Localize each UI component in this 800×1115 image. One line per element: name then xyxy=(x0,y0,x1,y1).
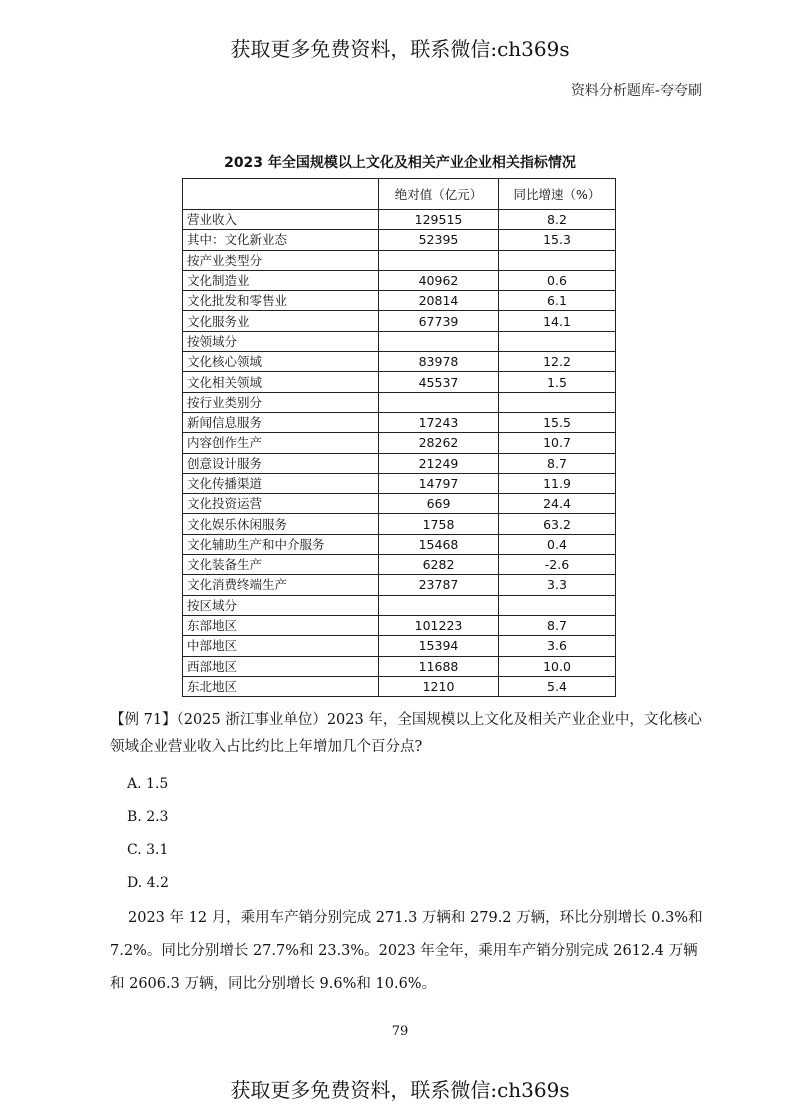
question-text: 【例 71】（2025 浙江事业单位）2023 年，全国规模以上文化及相关产业企业中，文化核心领域企业营业收入占比约比上年增加几个百分点? xyxy=(110,712,702,755)
row-label: 新闻信息服务 xyxy=(183,412,379,432)
table-row xyxy=(183,656,616,676)
row-label: 东部地区 xyxy=(183,615,379,635)
row-label: 文化核心领域 xyxy=(183,352,379,372)
row-growth: 6.1 xyxy=(499,291,616,311)
row-value xyxy=(379,250,499,270)
row-value: 21249 xyxy=(379,453,499,473)
row-growth xyxy=(499,392,616,412)
row-label: 其中：文化新业态 xyxy=(183,230,379,250)
table-row xyxy=(183,270,616,290)
table-title: 2023 年全国规模以上文化及相关产业企业相关指标情况 xyxy=(224,155,576,171)
table-row xyxy=(183,392,616,412)
table-row xyxy=(183,372,616,392)
row-label: 东北地区 xyxy=(183,676,379,696)
row-growth: 11.9 xyxy=(499,473,616,493)
row-growth: 10.7 xyxy=(499,433,616,453)
row-growth: 1.5 xyxy=(499,372,616,392)
row-label: 文化娱乐休闲服务 xyxy=(183,514,379,534)
row-growth: 0.6 xyxy=(499,270,616,290)
table-row xyxy=(183,534,616,554)
row-value: 83978 xyxy=(379,352,499,372)
row-value: 129515 xyxy=(379,210,499,230)
row-label: 文化辅助生产和中介服务 xyxy=(183,534,379,554)
row-value: 52395 xyxy=(379,230,499,250)
row-growth xyxy=(499,250,616,270)
row-growth: 3.3 xyxy=(499,575,616,595)
row-growth: -2.6 xyxy=(499,555,616,575)
row-value: 17243 xyxy=(379,412,499,432)
row-label: 按区域分 xyxy=(183,595,379,615)
page-number: 79 xyxy=(391,1024,409,1039)
row-label: 文化制造业 xyxy=(183,270,379,290)
row-value: 11688 xyxy=(379,656,499,676)
row-value: 40962 xyxy=(379,270,499,290)
row-label: 中部地区 xyxy=(183,636,379,656)
row-value xyxy=(379,595,499,615)
table-row xyxy=(183,494,616,514)
row-label: 文化传播渠道 xyxy=(183,473,379,493)
row-value: 101223 xyxy=(379,615,499,635)
table-row xyxy=(183,433,616,453)
page-header: 资料分析题库-夸夸刷 xyxy=(570,83,702,99)
material-paragraph: 2023 年 12 月，乘用车产销分别完成 271.3 万辆和 279.2 万辆，环比分别增长 0.3%和 7.2%。同比分别增长 27.7%和 23.3%。2023 年全年，乘用车产销分别完成 2612.4 万辆和 2606.3 万辆，同比分别增长 9.6%和 10.6%。 xyxy=(110,910,703,992)
row-growth: 14.1 xyxy=(499,311,616,331)
watermark-bottom: 获取更多免费资料，联系微信:ch369s xyxy=(230,1078,570,1102)
row-growth: 24.4 xyxy=(499,494,616,514)
row-label: 文化投资运营 xyxy=(183,494,379,514)
row-label: 文化相关领域 xyxy=(183,372,379,392)
row-label: 文化服务业 xyxy=(183,311,379,331)
row-growth: 3.6 xyxy=(499,636,616,656)
row-growth: 0.4 xyxy=(499,534,616,554)
table-row xyxy=(183,291,616,311)
row-growth: 10.0 xyxy=(499,656,616,676)
row-growth: 8.7 xyxy=(499,615,616,635)
row-growth: 8.7 xyxy=(499,453,616,473)
row-label: 创意设计服务 xyxy=(183,453,379,473)
option-c: C. 3.1 xyxy=(127,842,169,858)
row-growth: 5.4 xyxy=(499,676,616,696)
table-row xyxy=(183,636,616,656)
row-value: 1758 xyxy=(379,514,499,534)
row-label: 按行业类别分 xyxy=(183,392,379,412)
column-header: 绝对值（亿元） xyxy=(379,179,499,210)
row-label: 西部地区 xyxy=(183,656,379,676)
row-value: 1210 xyxy=(379,676,499,696)
table-row xyxy=(183,514,616,534)
table-row xyxy=(183,311,616,331)
table-row xyxy=(183,676,616,696)
table-row xyxy=(183,352,616,372)
row-value xyxy=(379,392,499,412)
row-label: 按领域分 xyxy=(183,331,379,351)
row-value: 28262 xyxy=(379,433,499,453)
row-value: 669 xyxy=(379,494,499,514)
table-row xyxy=(183,412,616,432)
row-value xyxy=(379,331,499,351)
row-label: 营业收入 xyxy=(183,210,379,230)
column-header: 同比增速（%） xyxy=(499,179,616,210)
row-label: 文化消费终端生产 xyxy=(183,575,379,595)
row-value: 15394 xyxy=(379,636,499,656)
table-row xyxy=(183,615,616,635)
watermark-top: 获取更多免费资料，联系微信:ch369s xyxy=(230,37,570,61)
row-growth: 15.3 xyxy=(499,230,616,250)
row-label: 按产业类型分 xyxy=(183,250,379,270)
table-row xyxy=(183,331,616,351)
table-body xyxy=(183,210,616,697)
row-growth: 8.2 xyxy=(499,210,616,230)
table-header-row xyxy=(183,179,616,210)
row-label: 文化批发和零售业 xyxy=(183,291,379,311)
row-growth: 63.2 xyxy=(499,514,616,534)
table-row xyxy=(183,473,616,493)
table-row xyxy=(183,453,616,473)
row-value: 67739 xyxy=(379,311,499,331)
row-growth xyxy=(499,595,616,615)
row-value: 45537 xyxy=(379,372,499,392)
table-row xyxy=(183,230,616,250)
table-row xyxy=(183,210,616,230)
row-label: 内容创作生产 xyxy=(183,433,379,453)
row-value: 6282 xyxy=(379,555,499,575)
row-value: 20814 xyxy=(379,291,499,311)
option-a: A. 1.5 xyxy=(127,776,169,792)
row-value: 14797 xyxy=(379,473,499,493)
row-growth: 12.2 xyxy=(499,352,616,372)
table-row xyxy=(183,250,616,270)
option-b: B. 2.3 xyxy=(127,809,169,825)
row-growth: 15.5 xyxy=(499,412,616,432)
row-growth xyxy=(499,331,616,351)
table-row xyxy=(183,575,616,595)
row-label: 文化装备生产 xyxy=(183,555,379,575)
column-header xyxy=(183,179,379,210)
row-value: 23787 xyxy=(379,575,499,595)
table-row xyxy=(183,555,616,575)
indicator-table xyxy=(182,178,616,697)
row-value: 15468 xyxy=(379,534,499,554)
option-d: D. 4.2 xyxy=(127,875,169,891)
table-row xyxy=(183,595,616,615)
